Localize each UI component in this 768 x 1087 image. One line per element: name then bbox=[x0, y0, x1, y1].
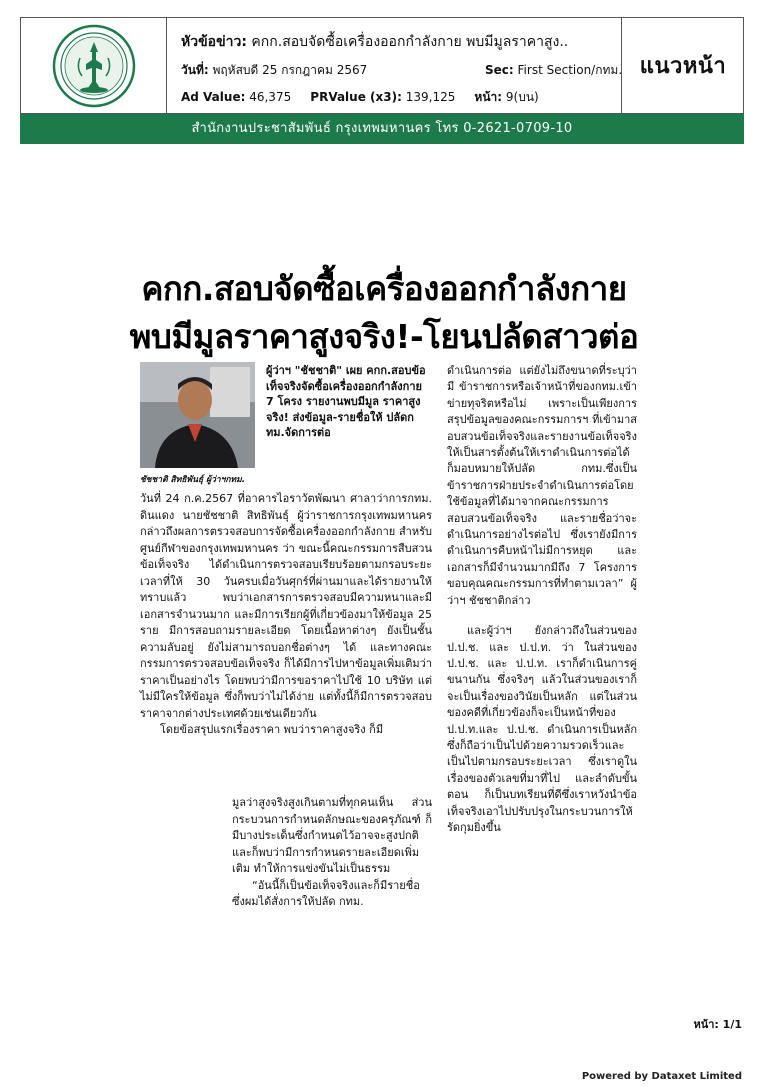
clipping-header bbox=[20, 17, 744, 114]
article-column-2 bbox=[447, 363, 637, 836]
headline-value: คกก.สอบจัดซื้อเครื่องออกกำลังกาย พบมีมูลราคาสูง.. bbox=[251, 34, 569, 50]
bangkok-seal-icon bbox=[52, 24, 136, 108]
section-row bbox=[485, 61, 622, 80]
article-lead: ผู้ว่าฯ "ชัชชาติ" เผย คกก.สอบข้อเท็จจริงจัดซื้อเครื่องออกกำลังกาย 7 โครง รายงานพบมีมูล ราคาสูงจริง! ส่งข้อมูล-รายชื่อให้ ปลัดกทม.จัดการต่อ bbox=[266, 364, 426, 439]
powered-by: Powered by Dataxet Limited bbox=[581, 1071, 742, 1082]
section-label: Sec: bbox=[485, 63, 514, 77]
photo-caption: ชัชชาติ สิทธิพันธุ์ ผู้ว่าฯกทม. bbox=[140, 475, 245, 485]
article-column-1 bbox=[140, 491, 432, 739]
article-photo bbox=[140, 362, 255, 468]
paragraph: และผู้ว่าฯ ยังกล่าวถึงในส่วนของ ป.ป.ช. และ ป.ป.ท. ว่า ในส่วนของ ป.ป.ช. และ ป.ป.ท. เราก็ดำเนินการคู่ขนานกัน ซึ่งจริงๆ แล้วในส่วนของเราก็จะเป็นเรื่องของวินัยเป็นหลัก แต่ในส่วนของคดีที่เกี่ยวข้องก็จะเป็นหน้าที่ของ ป.ป.ท.และ ป.ป.ช. ดำเนินการเป็นหลัก ซึ่งก็ถือว่าเป็นไปด้วยความรวดเร็วและเป็นไปตามกรอบระยะเวลา ซึ่งเราดูในเรื่องของตัวเลขที่มาที่ไป และลำดับขั้นตอน ก็เป็นบทเรียนที่ดีซึ่งเราหวังนำข้อเท็จจริงเอาไปปรับปรุงในกระบวนการให้รัดกุมยิ่งขึ้น bbox=[447, 624, 637, 834]
paragraph: ดำเนินการต่อ แต่ยังไม่ถึงขนาดที่ระบุว่ามี ข้าราชการหรือเจ้าหน้าที่ของกทม.เข้าข่ายทุจริตหรือไม่ เพราะเป็นเพียงการสรุปข้อมูลของคณะกรรมการฯ ที่เข้ามาสอบสวนข้อเท็จจริงและรายงานข้อเท็จจริง ให้เป็นสารตั้งต้นให้เราดำเนินการต่อได้ ก็มอบหมายให้ปลัด กทม.ซึ่งเป็นข้าราชการฝ่ายประจำดำเนินการต่อโดยใช้ข้อมูลที่ได้มาจากคณะกรรมการสอบสวนข้อเท็จจริง และรายชื่อว่าจะดำเนินการอย่างไรต่อไป ซึ่งเรายังมีการดำเนินการคืบหน้าไม่มีการหยุด และเอกสารก็มีจำนวนมากมีถึง 7 โครงการ ขอบคุณคณะกรรมการที่ทำตามเวลา” ผู้ว่าฯ ชัชชาติกล่าว bbox=[447, 364, 637, 607]
article-headline-line-2: พบมีมูลราคาสูงจริง!-โยนปลัดสาวต่อ bbox=[129, 317, 639, 356]
ad-value: 46,375 bbox=[249, 90, 292, 104]
paragraph: โดยข้อสรุปแรกเรื่องราคา พบว่าราคาสูงจริง ก็มี bbox=[160, 723, 384, 736]
ad-value-label: Ad Value: bbox=[181, 90, 246, 104]
page-number: หน้า: 1/1 bbox=[693, 1018, 742, 1031]
paragraph: “อันนี้ก็เป็นข้อเท็จจริงและก็มีรายชื่อ ซึ่งผมได้สั่งการให้ปลัด กทม. bbox=[232, 878, 420, 908]
page-value: 9(บน) bbox=[505, 90, 539, 104]
paragraph: มูลว่าสูงจริงสูงเกินตามที่ทุกคนเห็น ส่วนกระบวนการกำหนดลักษณะของครุภัณฑ์ ก็มีบางประเด็นซึ่งกำหนดไว้อาจจะสูงปกติ และก็พบว่ามีการกำหนดรายละเอียดเพิ่มเติม ทำให้การแข่งขันไม่เป็นธรรม bbox=[232, 796, 432, 875]
article-headline-line-1: คกก.สอบจัดซื้อเครื่องออกกำลังกาย bbox=[141, 269, 627, 308]
agency-banner: สำนักงานประชาสัมพันธ์ กรุงเทพมหานคร โทร 0-2621-0709-10 bbox=[20, 114, 744, 144]
pr-value-label: PRValue (x3): bbox=[310, 90, 402, 104]
headline-label: หัวข้อข่าว: bbox=[181, 34, 247, 50]
publication-badge bbox=[621, 18, 744, 113]
date-label: วันที่: bbox=[181, 63, 209, 77]
date-row bbox=[181, 61, 367, 80]
headline-row bbox=[181, 31, 568, 53]
date-value: พฤหัสบดี 25 กรกฎาคม 2567 bbox=[212, 63, 368, 77]
paragraph: วันที่ 24 ก.ค.2567 ที่อาคารไอราวัตพัฒนา ศาลาว่าการกทม. ดินแดง นายชัชชาติ สิทธิพันธุ์ ผู้ว่าราชการกรุงเทพมหานคร กล่าวถึงผลการตรวจสอบการจัดซื้อเครื่องออกกำลังกาย สำหรับศูนย์กีฬาของกรุงเทพมหานคร ว่า ขณะนี้คณะกรรมการสืบสวนข้อเท็จจริง ได้ดำเนินการตรวจสอบเรียบร้อยตามกรอบระยะเวลาที่ให้ 30 วันครบเมื่อวันศุกร์ที่ผ่านมาและได้รายงานให้ทราบแล้ว พบว่าเอกสารการตรวจสอบมีความหนาและมีเอกสารจำนวนมาก และมีการเรียกผู้ที่เกี่ยวข้องมาให้ข้อมูล 25 ราย มีการสอบถามรายละเอียด โดยเนื้อหาต่างๆ ยังเป็นชั้นความลับอยู่ ยังไม่สามารถบอกชื่อต่างๆ ได้ และทางคณะกรรมการตรวจสอบข้อเท็จจริง ก็ได้มีการไปหาข้อมูลเพิ่มเติมว่าราคาเป็นอย่างไร โดยพบว่ามีการขอราคาไปใช้ 10 บริษัท แต่ไม่มีใครให้ข้อมูล ซึ่งก็พบว่าไม่ได้ง่าย แต่ทั้งนี้ก็มีการตรวจสอบราคาจากต่างประเทศด้วยเช่นเดียวกัน bbox=[140, 492, 432, 720]
section-value: First Section/กทม. bbox=[517, 63, 623, 77]
person-photo-icon bbox=[140, 362, 255, 468]
article-column-1-continued bbox=[232, 795, 432, 911]
pr-value: 139,125 bbox=[405, 90, 456, 104]
values-row bbox=[181, 88, 539, 107]
page-label: หน้า: bbox=[474, 90, 503, 104]
clipping-info bbox=[167, 18, 621, 113]
publication-name: แนวหน้า bbox=[639, 54, 727, 79]
logo-cell bbox=[21, 18, 167, 113]
